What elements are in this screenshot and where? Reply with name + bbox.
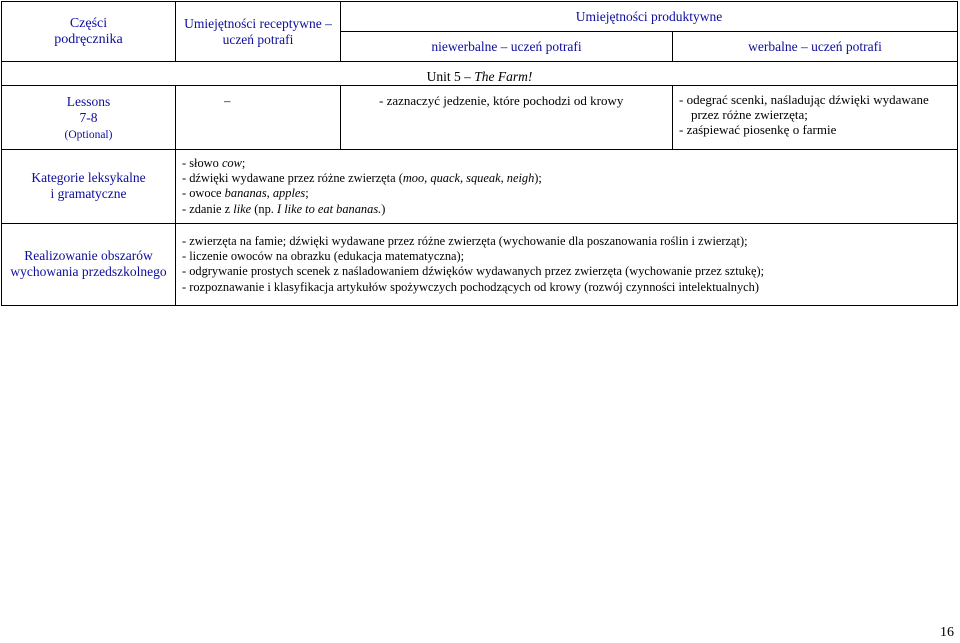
education-item: - zwierzęta na famie; dźwięki wydawane przez różne zwierzęta (wychowanie dla poszanowania roślin i zwierząt);	[182, 233, 748, 248]
header-productive-cell	[341, 2, 958, 32]
lessons-nonverbal: - zaznaczyć jedzenie, które pochodzi od krowy	[379, 93, 624, 108]
header-parts-cell	[2, 2, 176, 62]
education-content-cell	[176, 223, 958, 305]
header-parts-line1: Części	[69, 15, 108, 31]
lessons-label-cell	[2, 86, 176, 150]
lexical-item: - dźwięki wydawane przez różne zwierzęta (moo, quack, squeak, neigh);	[182, 171, 542, 186]
education-label-line1: Realizowanie obszarów	[24, 248, 153, 264]
header-receptive: Umiejętności receptywne – uczeń potrafi	[184, 15, 332, 47]
education-label-line2: wychowania przedszkolnego	[10, 264, 167, 280]
lexical-label-line1: Kategorie leksykalne	[31, 170, 146, 186]
education-label-cell	[2, 223, 176, 305]
lessons-verbal-item2: - zaśpiewać piosenkę o farmie	[679, 122, 837, 137]
header-productive: Umiejętności produktywne	[575, 8, 723, 24]
lexical-label-line2: i gramatyczne	[50, 186, 127, 202]
lexical-content-cell	[176, 150, 958, 224]
header-verbal: werbalne – uczeń potrafi	[748, 38, 882, 54]
header-receptive-cell	[176, 2, 341, 62]
lexical-item: - owoce bananas, apples;	[182, 186, 309, 201]
unit-title-cell	[2, 62, 958, 86]
lessons-optional: (Optional)	[64, 128, 113, 141]
education-item: - rozpoznawanie i klasyfikacja artykułów spożywczych pochodzących od krowy (rozwój czynności intelektualnych)	[182, 279, 759, 294]
lessons-number: 7-8	[79, 109, 98, 125]
education-item: - odgrywanie prostych scenek z naśladowaniem dźwięków wydawanych przez zwierzęta (wychowanie przez sztukę);	[182, 264, 765, 279]
lessons-receptive: –	[224, 93, 231, 108]
unit-prefix: Unit 5 –	[426, 68, 475, 84]
header-nonverbal: niewerbalne – uczeń potrafi	[431, 38, 582, 54]
lessons-verbal-item1: - odegrać scenki, naśladując dźwięki wydawane	[679, 92, 929, 107]
lexical-label-cell	[2, 150, 176, 224]
lessons-verbal-item1b: przez różne zwierzęta;	[691, 107, 808, 122]
unit-title: The Farm!	[474, 68, 533, 84]
lessons-nonverbal-cell	[341, 86, 673, 150]
header-nonverbal-cell	[341, 32, 673, 62]
lexical-item: - zdanie z like (np. I like to eat bananas.)	[182, 201, 386, 216]
lesson-plan-table	[1, 1, 958, 306]
lessons-verbal-cell	[673, 86, 958, 150]
header-parts-line2: podręcznika	[54, 31, 123, 47]
lessons-label: Lessons	[66, 93, 111, 109]
lessons-receptive-cell	[176, 86, 341, 150]
education-item: - liczenie owoców na obrazku (edukacja matematyczna);	[182, 249, 465, 264]
page-number: 16	[940, 625, 954, 640]
lexical-item: - słowo cow;	[182, 156, 246, 170]
header-verbal-cell	[673, 32, 958, 62]
